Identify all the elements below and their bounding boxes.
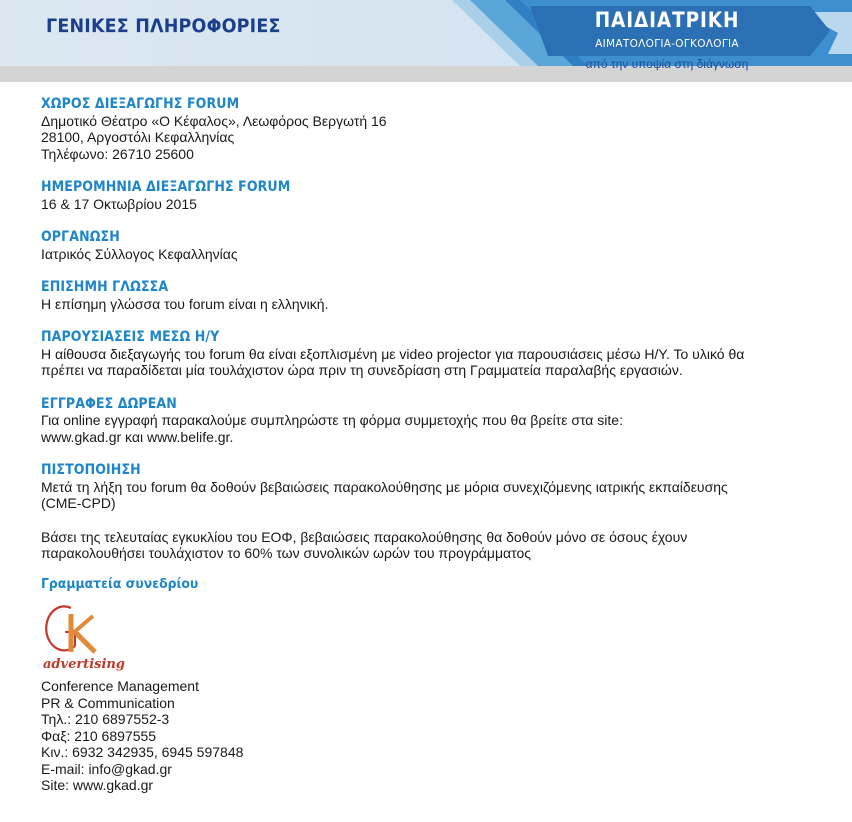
section-title: ΗΜΕΡΟΜΗΝΙΑ ΔΙΕΞΑΓΩΓΗΣ FORUM (41, 179, 291, 195)
section-date (41, 179, 831, 212)
contact-company: Conference Management (41, 678, 199, 694)
presentations-line: Η αίθουσα διεξαγωγής του forum θα είναι εξοπλισμένη με video projector για παρουσιάσεις μέσω Η/Υ. Το υλικό θα (41, 345, 745, 362)
venue-phone: Τηλέφωνο: 26710 25600 (41, 145, 194, 162)
section-title: ΕΠΙΣΗΜΗ ΓΛΩΣΣΑ (41, 279, 169, 295)
certification-line: (CME-CPD) (41, 495, 116, 511)
section-title: ΧΩΡΟΣ ΔΙΕΞΑΓΩΓΗΣ FORUM (41, 96, 240, 112)
date-line: 16 & 17 Οκτωβρίου 2015 (41, 195, 197, 212)
section-title: ΠΑΡΟΥΣΙΑΣΕΙΣ ΜΕΣΩ Η/Υ (41, 329, 220, 345)
secretariat-contact (41, 678, 831, 794)
contact-phone: Τηλ.: 210 6897552-3 (41, 711, 170, 727)
language-line: Η επίσημη γλώσσα του forum είναι η ελληνική. (41, 295, 329, 312)
contact-site[interactable]: Site: www.gkad.gr (41, 777, 154, 793)
section-presentations (41, 329, 831, 379)
contact-services: PR & Communication (41, 694, 175, 711)
section-venue (41, 96, 831, 162)
certification-line: Μετά τη λήξη του forum θα δοθούν βεβαιώσεις παρακολούθησης με μόρια συνεχιζόμενης ιατρικής εκπαίδευσης (41, 478, 728, 495)
brand-tagline: από την υποψία στη διάγνωση (585, 57, 749, 71)
section-organization (41, 229, 831, 262)
svg-text:advertising: advertising (43, 657, 125, 672)
section-language (41, 279, 831, 312)
section-registration (41, 396, 831, 446)
organizer-line: Ιατρικός Σύλλογος Κεφαλληνίας (41, 245, 238, 262)
contact-mobile: Κιν.: 6932 342935, 6945 597848 (41, 744, 244, 760)
contact-email[interactable]: E-mail: info@gkad.gr (41, 760, 172, 777)
section-title: ΠΙΣΤΟΠΟΙΗΣΗ (41, 462, 141, 478)
section-certification (41, 462, 831, 562)
venue-line: Δημοτικό Θέατρο «Ο Κέφαλος», Λεωφόρος Βεργωτή 16 (41, 112, 387, 129)
section-title: ΟΡΓΑΝΩΣΗ (41, 229, 120, 245)
section-title: ΕΓΓΡΑΦΕΣ ΔΩΡΕΑΝ (41, 395, 177, 412)
gk-advertising-logo (41, 600, 151, 672)
registration-line: Για online εγγραφή παρακαλούμε συμπληρώστε τη φόρμα συμμετοχής που θα βρείτε στα site: (41, 412, 623, 428)
certification-note: παρακολουθήσει τουλάχιστον το 60% των συνολικών ωρών του προγράμματος (41, 545, 531, 561)
venue-line: 28100, Αργοστόλι Κεφαλληνίας (41, 129, 235, 145)
contact-fax: Φαξ: 210 6897555 (41, 727, 157, 744)
page-title: ΓΕΝΙΚΕΣ ΠΛΗΡΟΦΟΡΙΕΣ (46, 15, 281, 37)
certification-note: Βάσει της τελευταίας εγκυκλίου του ΕΟΦ, βεβαιώσεις παρακολούθησης θα δοθούν μόνο σε όσους έχουν (41, 528, 688, 545)
brand-title: ΠΑΙΔΙΑΤΡΙΚΗ (594, 8, 740, 32)
registration-line: www.gkad.gr και www.belife.gr. (41, 428, 234, 445)
presentations-line: πρέπει να παραδίδεται μία τουλάχιστον ώρα πριν τη συνεδρίαση στη Γραμματεία παραλαβής εργασιών. (41, 362, 683, 378)
info-content (41, 96, 831, 794)
secretariat-title: Γραμματεία συνεδρίου (41, 575, 199, 592)
brand-subtitle: ΑΙΜΑΤΟΛΟΓΙΑ-ΟΓΚΟΛΟΓΙΑ (595, 38, 739, 50)
